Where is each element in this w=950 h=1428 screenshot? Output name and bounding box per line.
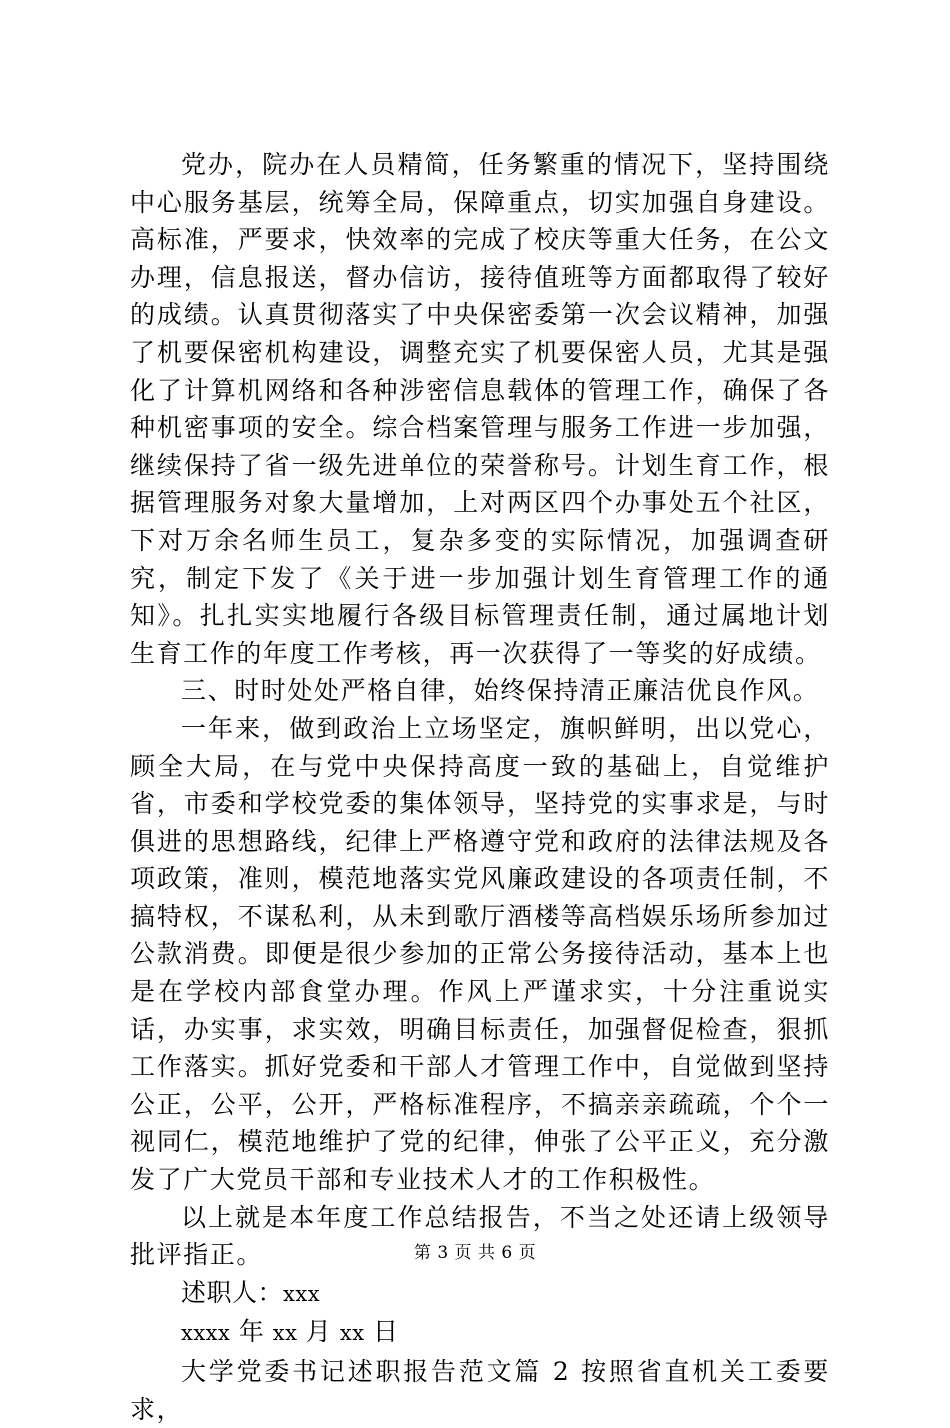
paragraph-office-work: 党办，院办在人员精简，任务繁重的情况下，坚持围绕中心服务基层，统筹全局，保障重点，切实加强自身建设。高标准，严要求，快效率的完成了校庆等重大任务，在公文办理，信息报送，督办信访，接待值班等方面都取得了较好的成绩。认真贯彻落实了中央保密委第一次会议精神，加强了机要保密机构建设，调整充实了机要保密人员，尤其是强化了计算机网络和各种涉密信息载体的管理工作，确保了各种机密事项的安全。综合档案管理与服务工作进一步加强，继续保持了省一级先进单位的荣誉称号。计划生育工作，根据管理服务对象大量增加，上对两区四个办事处五个社区，下对万余名师生员工，复杂多变的实际情况，加强调查研究，制定下发了《关于进一步加强计划生育管理工作的通知》。扎扎实实地履行各级目标管理责任制，通过属地计划生育工作的年度工作考核，再一次获得了一等奖的好成绩。 — [130, 150, 830, 668]
paragraph-next-article: 大学党委书记述职报告范文篇 2 按照省直机关工委要求， — [130, 1357, 830, 1424]
date-day-unit: 日 — [364, 1317, 399, 1347]
paragraph-integrity: 一年来，做到政治上立场坚定，旗帜鲜明，出以党心，顾全大局，在与党中央保持高度一致的基础上，自觉维护省，市委和学校党委的集体领导，坚持党的实事求是，与时俱进的思想路线，纪律上严格遵守党和政府的法律法规及各项政策，准则，模范地落实党风廉政建设的各项责任制，不搞特权，不谋私利，从未到歌厅酒楼等高档娱乐场所参加过公款消费。即便是很少参加的正常公务接待活动，基本上也是在学校内部食堂办理。作风上严谨求实，十分注重说实话，办实事，求实效，明确目标责任，加强督促检查，狠抓工作落实。抓好党委和干部人才管理工作中，自觉做到坚持公正，公平，公开，严格标准程序，不搞亲亲疏疏，个个一视同仁，模范地维护了党的纪律，伸张了公平正义，充分激发了广大党员干部和专业技术人才的工作积极性。 — [130, 713, 830, 1195]
paragraph-conclusion: 以上就是本年度工作总结报告，不当之处还请上级领导批评指正。 — [130, 1202, 830, 1270]
date-day: xx — [339, 1321, 365, 1346]
date-year-unit: 年 — [230, 1317, 273, 1347]
document-body — [130, 146, 830, 1428]
signature-label: 述职人： — [181, 1277, 284, 1307]
signature-name: xxx — [283, 1281, 321, 1306]
signature-line — [130, 1274, 830, 1314]
page-number-footer: 第 3 页 共 6 页 — [413, 1243, 537, 1263]
date-year: xxxx — [181, 1321, 231, 1346]
section-heading-self-discipline: 三、时时处处严格自律，始终保持清正廉洁优良作风。 — [181, 676, 820, 706]
date-month-unit: 月 — [297, 1317, 340, 1347]
date-line — [130, 1313, 830, 1353]
date-month: xx — [272, 1321, 298, 1346]
